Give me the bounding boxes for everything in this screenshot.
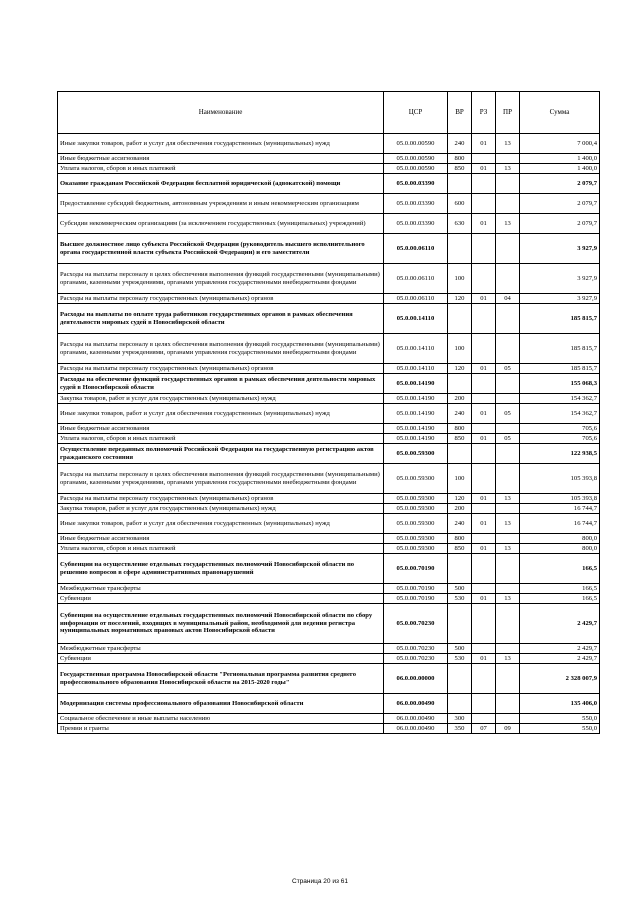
row-rz-cell <box>472 394 496 404</box>
row-pr-cell <box>496 264 520 294</box>
row-vr-cell: 600 <box>448 194 472 214</box>
table-row <box>58 714 600 724</box>
row-vr-cell: 850 <box>448 434 472 444</box>
header-csr: ЦСР <box>384 92 448 134</box>
row-csr-cell: 06.0.00.00000 <box>384 664 448 694</box>
row-vr-cell <box>448 174 472 194</box>
row-rz-cell <box>472 334 496 364</box>
row-csr-cell: 05.0.00.03390 <box>384 194 448 214</box>
row-pr-cell <box>496 664 520 694</box>
page-footer: Страница 20 из 61 <box>292 878 348 885</box>
row-rz-cell <box>472 374 496 394</box>
row-vr-cell: 200 <box>448 394 472 404</box>
row-sum-cell: 185 815,7 <box>520 334 600 364</box>
table-row <box>58 194 600 214</box>
row-name-cell: Субвенции <box>58 654 384 664</box>
row-vr-cell: 630 <box>448 214 472 234</box>
row-pr-cell: 13 <box>496 544 520 554</box>
row-name-cell: Премии и гранты <box>58 724 384 734</box>
row-sum-cell: 16 744,7 <box>520 504 600 514</box>
row-vr-cell: 800 <box>448 534 472 544</box>
row-name-cell: Иные бюджетные ассигнования <box>58 534 384 544</box>
row-vr-cell <box>448 604 472 644</box>
row-rz-cell: 01 <box>472 494 496 504</box>
row-pr-cell: 13 <box>496 654 520 664</box>
row-csr-cell: 05.0.00.06110 <box>384 294 448 304</box>
row-sum-cell: 705,6 <box>520 424 600 434</box>
row-csr-cell: 06.0.00.00490 <box>384 694 448 714</box>
row-pr-cell <box>496 464 520 494</box>
row-name-cell: Субвенции на осуществление отдельных государственных полномочий Новосибирской области по решению вопросов в сфере административных правонарушений <box>58 554 384 584</box>
row-vr-cell: 350 <box>448 724 472 734</box>
row-pr-cell <box>496 504 520 514</box>
row-csr-cell: 05.0.00.00590 <box>384 134 448 154</box>
row-vr-cell <box>448 444 472 464</box>
row-pr-cell: 13 <box>496 514 520 534</box>
row-vr-cell <box>448 374 472 394</box>
row-sum-cell: 122 938,5 <box>520 444 600 464</box>
row-pr-cell <box>496 304 520 334</box>
row-pr-cell: 05 <box>496 434 520 444</box>
table-row <box>58 604 600 644</box>
row-name-cell: Субсидии некоммерческим организациям (за исключением государственных (муниципальных) учреждений) <box>58 214 384 234</box>
row-rz-cell: 01 <box>472 434 496 444</box>
row-pr-cell <box>496 694 520 714</box>
table-row <box>58 724 600 734</box>
row-name-cell: Расходы на выплаты персоналу государственных (муниципальных) органов <box>58 294 384 304</box>
row-rz-cell <box>472 264 496 294</box>
row-pr-cell <box>496 554 520 584</box>
row-name-cell: Субвенции <box>58 594 384 604</box>
row-vr-cell: 530 <box>448 594 472 604</box>
row-pr-cell <box>496 334 520 364</box>
row-sum-cell: 3 927,9 <box>520 234 600 264</box>
row-rz-cell: 01 <box>472 364 496 374</box>
table-row <box>58 434 600 444</box>
row-pr-cell <box>496 374 520 394</box>
row-rz-cell <box>472 194 496 214</box>
row-pr-cell <box>496 154 520 164</box>
row-name-cell: Расходы на выплаты по оплате труда работников государственных органов в рамках обеспечения деятельности мировых судей в Новосибирской области <box>58 304 384 334</box>
row-rz-cell: 01 <box>472 214 496 234</box>
row-sum-cell: 800,0 <box>520 534 600 544</box>
row-vr-cell <box>448 304 472 334</box>
row-name-cell: Высшее должностное лицо субъекта Российской Федерации (руководитель высшего исполнительного органа государственной власти субъекта Российской Федерации) и его заместители <box>58 234 384 264</box>
table-row <box>58 494 600 504</box>
row-rz-cell <box>472 694 496 714</box>
row-rz-cell <box>472 464 496 494</box>
row-rz-cell: 07 <box>472 724 496 734</box>
row-csr-cell: 05.0.00.59300 <box>384 494 448 504</box>
table-row <box>58 364 600 374</box>
row-rz-cell: 01 <box>472 544 496 554</box>
row-vr-cell: 120 <box>448 364 472 374</box>
row-sum-cell: 135 406,0 <box>520 694 600 714</box>
row-vr-cell <box>448 554 472 584</box>
row-csr-cell: 05.0.00.14190 <box>384 424 448 434</box>
row-sum-cell: 105 393,8 <box>520 494 600 504</box>
table-row <box>58 584 600 594</box>
table-header-row <box>58 92 600 134</box>
row-vr-cell <box>448 664 472 694</box>
row-csr-cell: 05.0.00.00590 <box>384 164 448 174</box>
row-csr-cell: 05.0.00.59300 <box>384 544 448 554</box>
row-vr-cell: 100 <box>448 464 472 494</box>
row-name-cell: Расходы на выплаты персоналу государственных (муниципальных) органов <box>58 494 384 504</box>
row-name-cell: Иные закупки товаров, работ и услуг для обеспечения государственных (муниципальных) нужд <box>58 404 384 424</box>
row-pr-cell <box>496 174 520 194</box>
row-sum-cell: 166,5 <box>520 594 600 604</box>
table-row <box>58 134 600 154</box>
row-name-cell: Расходы на выплаты персоналу в целях обеспечения выполнения функций государственными (муниципальными) органами, казенными учреждениями, органами управления государственными внебюджетными фондами <box>58 464 384 494</box>
row-vr-cell <box>448 694 472 714</box>
header-name: Наименование <box>58 92 384 134</box>
row-pr-cell <box>496 714 520 724</box>
row-sum-cell: 2 429,7 <box>520 654 600 664</box>
row-sum-cell: 166,5 <box>520 554 600 584</box>
table-row <box>58 334 600 364</box>
row-vr-cell: 200 <box>448 504 472 514</box>
header-vr: ВР <box>448 92 472 134</box>
row-name-cell: Расходы на выплаты персоналу в целях обеспечения выполнения функций государственными (муниципальными) органами, казенными учреждениями, органами управления государственными внебюджетными фондами <box>58 264 384 294</box>
row-rz-cell <box>472 424 496 434</box>
budget-table <box>57 91 600 734</box>
row-name-cell: Расходы на выплаты персоналу в целях обеспечения выполнения функций государственными (муниципальными) органами, казенными учреждениями, органами управления государственными внебюджетными фондами <box>58 334 384 364</box>
row-pr-cell <box>496 534 520 544</box>
table-row <box>58 424 600 434</box>
row-sum-cell: 155 068,3 <box>520 374 600 394</box>
row-sum-cell: 166,5 <box>520 584 600 594</box>
row-rz-cell <box>472 664 496 694</box>
row-vr-cell: 800 <box>448 154 472 164</box>
row-name-cell: Оказание гражданам Российской Федерации бесплатной юридической (адвокатской) помощи <box>58 174 384 194</box>
row-sum-cell: 3 927,9 <box>520 294 600 304</box>
table-row <box>58 404 600 424</box>
table-body <box>58 134 600 734</box>
row-sum-cell: 2 429,7 <box>520 644 600 654</box>
row-pr-cell <box>496 604 520 644</box>
row-pr-cell <box>496 444 520 464</box>
row-csr-cell: 05.0.00.70230 <box>384 654 448 664</box>
row-sum-cell: 7 000,4 <box>520 134 600 154</box>
row-name-cell: Иные закупки товаров, работ и услуг для обеспечения государственных (муниципальных) нужд <box>58 514 384 534</box>
row-rz-cell <box>472 604 496 644</box>
row-name-cell: Закупка товаров, работ и услуг для государственных (муниципальных) нужд <box>58 504 384 514</box>
table-row <box>58 154 600 164</box>
row-vr-cell <box>448 234 472 264</box>
row-name-cell: Межбюджетные трансферты <box>58 584 384 594</box>
table-row <box>58 664 600 694</box>
row-sum-cell: 154 362,7 <box>520 394 600 404</box>
header-sum: Сумма <box>520 92 600 134</box>
row-rz-cell: 01 <box>472 654 496 664</box>
row-pr-cell: 04 <box>496 294 520 304</box>
row-sum-cell: 105 393,8 <box>520 464 600 494</box>
row-csr-cell: 05.0.00.14110 <box>384 304 448 334</box>
row-csr-cell: 05.0.00.59300 <box>384 534 448 544</box>
row-pr-cell <box>496 424 520 434</box>
row-rz-cell: 01 <box>472 514 496 534</box>
table-row <box>58 164 600 174</box>
row-csr-cell: 05.0.00.03390 <box>384 174 448 194</box>
row-sum-cell: 3 927,9 <box>520 264 600 294</box>
row-pr-cell: 13 <box>496 134 520 154</box>
row-rz-cell <box>472 234 496 264</box>
row-csr-cell: 05.0.00.14110 <box>384 334 448 364</box>
row-name-cell: Социальное обеспечение и иные выплаты населению <box>58 714 384 724</box>
row-name-cell: Закупка товаров, работ и услуг для государственных (муниципальных) нужд <box>58 394 384 404</box>
row-rz-cell <box>472 444 496 464</box>
row-vr-cell: 300 <box>448 714 472 724</box>
row-pr-cell: 09 <box>496 724 520 734</box>
row-name-cell: Субвенции на осуществление отдельных государственных полномочий Новосибирской области по сбору информации от поселений, входящих в муниципальный район, необходимой для ведения регистра муниципальных нормативных правовых актов Новосибирской области <box>58 604 384 644</box>
table-row <box>58 514 600 534</box>
row-pr-cell: 13 <box>496 214 520 234</box>
row-name-cell: Осуществление переданных полномочий Российской Федерации на государственную регистрацию актов гражданского состояния <box>58 444 384 464</box>
row-sum-cell: 550,0 <box>520 714 600 724</box>
row-name-cell: Иные бюджетные ассигнования <box>58 424 384 434</box>
table-row <box>58 464 600 494</box>
row-rz-cell <box>472 644 496 654</box>
row-csr-cell: 05.0.00.14190 <box>384 434 448 444</box>
table-row <box>58 394 600 404</box>
row-vr-cell: 100 <box>448 334 472 364</box>
table-row <box>58 594 600 604</box>
row-vr-cell: 800 <box>448 424 472 434</box>
row-name-cell: Предоставление субсидий бюджетным, автономным учреждениям и иным некоммерческим организациям <box>58 194 384 214</box>
row-pr-cell <box>496 584 520 594</box>
row-csr-cell: 05.0.00.03390 <box>384 214 448 234</box>
row-vr-cell: 120 <box>448 294 472 304</box>
row-pr-cell: 05 <box>496 404 520 424</box>
row-sum-cell: 185 815,7 <box>520 304 600 334</box>
row-rz-cell: 01 <box>472 164 496 174</box>
row-csr-cell: 05.0.00.14190 <box>384 374 448 394</box>
row-vr-cell: 850 <box>448 164 472 174</box>
row-rz-cell <box>472 534 496 544</box>
table-row <box>58 264 600 294</box>
table-row <box>58 234 600 264</box>
row-csr-cell: 05.0.00.00590 <box>384 154 448 164</box>
row-rz-cell: 01 <box>472 594 496 604</box>
row-sum-cell: 550,0 <box>520 724 600 734</box>
header-pr: ПР <box>496 92 520 134</box>
row-sum-cell: 1 400,0 <box>520 164 600 174</box>
row-pr-cell: 13 <box>496 164 520 174</box>
row-csr-cell: 05.0.00.59300 <box>384 514 448 534</box>
row-csr-cell: 05.0.00.70230 <box>384 644 448 654</box>
row-sum-cell: 16 744,7 <box>520 514 600 534</box>
row-sum-cell: 705,6 <box>520 434 600 444</box>
table-row <box>58 294 600 304</box>
row-csr-cell: 05.0.00.59300 <box>384 504 448 514</box>
row-rz-cell: 01 <box>472 134 496 154</box>
row-pr-cell <box>496 194 520 214</box>
row-vr-cell: 240 <box>448 404 472 424</box>
row-rz-cell <box>472 304 496 334</box>
row-pr-cell <box>496 394 520 404</box>
row-vr-cell: 120 <box>448 494 472 504</box>
row-vr-cell: 530 <box>448 654 472 664</box>
table-row <box>58 174 600 194</box>
row-csr-cell: 05.0.00.70190 <box>384 594 448 604</box>
row-vr-cell: 100 <box>448 264 472 294</box>
row-csr-cell: 05.0.00.70230 <box>384 604 448 644</box>
row-name-cell: Иные бюджетные ассигнования <box>58 154 384 164</box>
row-pr-cell <box>496 234 520 264</box>
table-row <box>58 304 600 334</box>
row-rz-cell <box>472 714 496 724</box>
row-csr-cell: 05.0.00.06110 <box>384 264 448 294</box>
row-rz-cell: 01 <box>472 294 496 304</box>
row-sum-cell: 2 328 007,9 <box>520 664 600 694</box>
row-name-cell: Модернизация системы профессионального образования Новосибирской области <box>58 694 384 714</box>
row-rz-cell <box>472 584 496 594</box>
row-vr-cell: 500 <box>448 644 472 654</box>
row-rz-cell <box>472 554 496 584</box>
row-name-cell: Иные закупки товаров, работ и услуг для обеспечения государственных (муниципальных) нужд <box>58 134 384 154</box>
row-csr-cell: 05.0.00.14190 <box>384 404 448 424</box>
row-csr-cell: 05.0.00.70190 <box>384 554 448 584</box>
row-name-cell: Государственная программа Новосибирской области "Региональная программа развития среднего профессионального образования Новосибирской области на 2015-2020 годы" <box>58 664 384 694</box>
row-sum-cell: 154 362,7 <box>520 404 600 424</box>
table-row <box>58 654 600 664</box>
row-sum-cell: 1 400,0 <box>520 154 600 164</box>
row-sum-cell: 2 429,7 <box>520 604 600 644</box>
row-csr-cell: 05.0.00.06110 <box>384 234 448 264</box>
row-vr-cell: 240 <box>448 514 472 534</box>
row-vr-cell: 240 <box>448 134 472 154</box>
table-row <box>58 504 600 514</box>
row-name-cell: Уплата налогов, сборов и иных платежей <box>58 164 384 174</box>
row-pr-cell: 05 <box>496 364 520 374</box>
table-row <box>58 544 600 554</box>
header-rz: РЗ <box>472 92 496 134</box>
row-rz-cell <box>472 174 496 194</box>
row-rz-cell: 01 <box>472 404 496 424</box>
row-sum-cell: 2 079,7 <box>520 214 600 234</box>
row-vr-cell: 850 <box>448 544 472 554</box>
row-name-cell: Расходы на обеспечение функций государственных органов в рамках обеспечения деятельности мировых судей в Новосибирской области <box>58 374 384 394</box>
table-row <box>58 554 600 584</box>
row-sum-cell: 800,0 <box>520 544 600 554</box>
table-row <box>58 444 600 464</box>
row-csr-cell: 05.0.00.14110 <box>384 364 448 374</box>
row-rz-cell <box>472 154 496 164</box>
table-row <box>58 694 600 714</box>
row-sum-cell: 185 815,7 <box>520 364 600 374</box>
table-row <box>58 534 600 544</box>
row-name-cell: Межбюджетные трансферты <box>58 644 384 654</box>
row-sum-cell: 2 079,7 <box>520 174 600 194</box>
table-row <box>58 214 600 234</box>
table-row <box>58 374 600 394</box>
row-csr-cell: 06.0.00.00490 <box>384 724 448 734</box>
row-name-cell: Расходы на выплаты персоналу государственных (муниципальных) органов <box>58 364 384 374</box>
row-vr-cell: 500 <box>448 584 472 594</box>
row-csr-cell: 05.0.00.59300 <box>384 444 448 464</box>
table-row <box>58 644 600 654</box>
row-csr-cell: 06.0.00.00490 <box>384 714 448 724</box>
row-pr-cell <box>496 644 520 654</box>
row-rz-cell <box>472 504 496 514</box>
row-pr-cell: 13 <box>496 594 520 604</box>
row-name-cell: Уплата налогов, сборов и иных платежей <box>58 544 384 554</box>
row-pr-cell: 13 <box>496 494 520 504</box>
row-csr-cell: 05.0.00.70190 <box>384 584 448 594</box>
row-sum-cell: 2 079,7 <box>520 194 600 214</box>
row-csr-cell: 05.0.00.14190 <box>384 394 448 404</box>
row-name-cell: Уплата налогов, сборов и иных платежей <box>58 434 384 444</box>
row-csr-cell: 05.0.00.59300 <box>384 464 448 494</box>
